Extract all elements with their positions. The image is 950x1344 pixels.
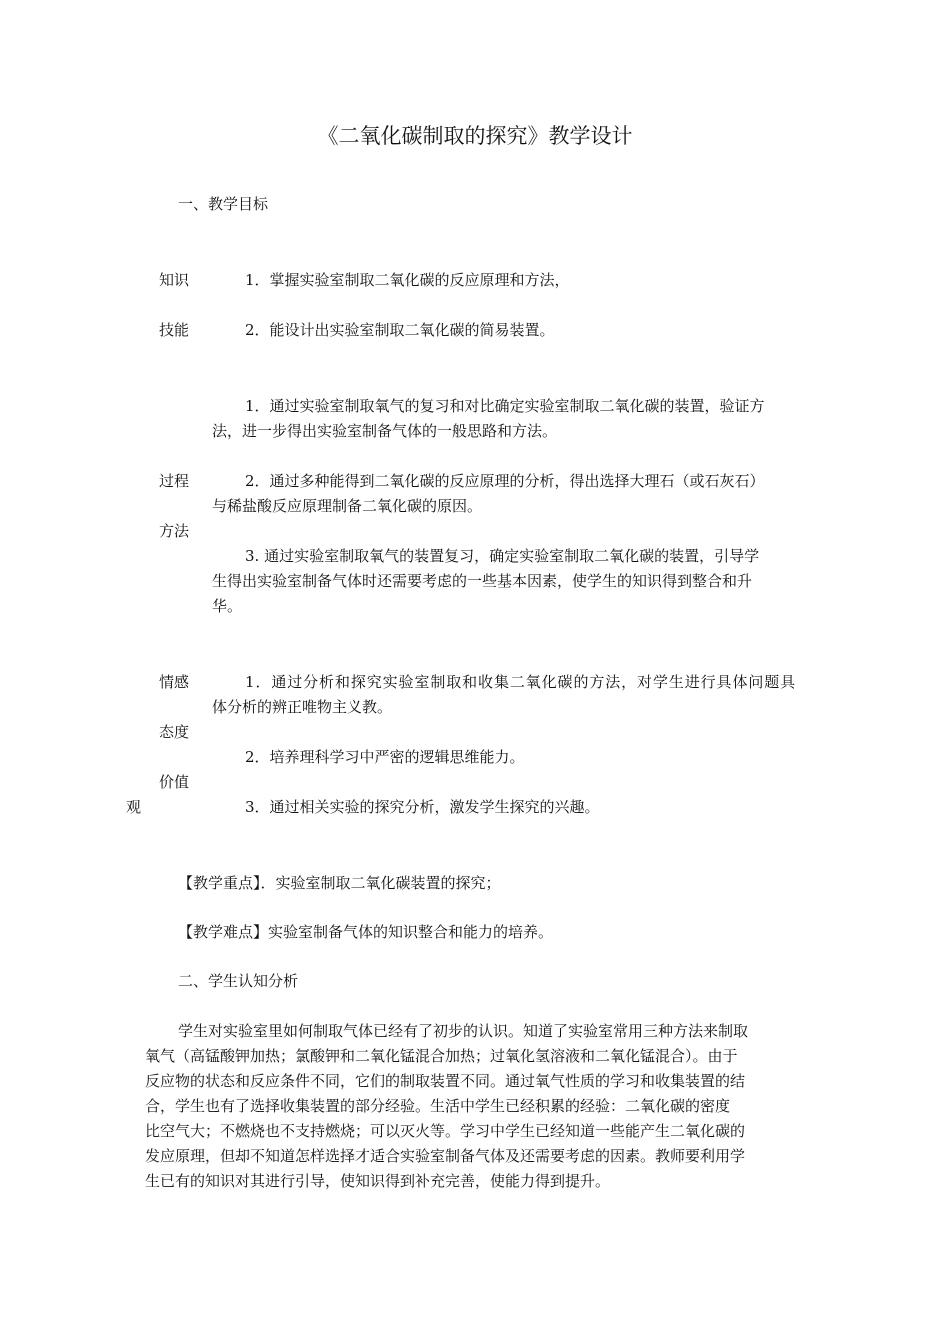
process-item-3-line-1: 3. 通过实验室制取氧气的装置复习，确定实验室制取二氧化碳的装置，引导学 xyxy=(245,547,760,565)
paragraph-line: 生已有的知识对其进行引导，使知识得到补充完善，使能力得到提升。 xyxy=(145,1172,611,1190)
emotion-item-1-line-2: 体分析的辨正唯物主义教。 xyxy=(212,698,393,716)
process-item-1-line-1: 1．通过实验室制取氧气的复习和对比确定实验室制取二氧化碳的装置，验证方 xyxy=(245,397,765,415)
process-item-1-line-2: 法，进一步得出实验室制备气体的一般思路和方法。 xyxy=(212,422,558,440)
category-label-knowledge: 知识 xyxy=(159,271,190,289)
paragraph-line: 反应物的状态和反应条件不同，它们的制取装置不同。通过氧气性质的学习和收集装置的结 xyxy=(145,1072,746,1090)
teaching-difficult-point: 【教学难点】实验室制备气体的知识整合和能力的培养。 xyxy=(178,923,554,941)
teaching-key-point: 【教学重点】．实验室制取二氧化碳装置的探究； xyxy=(178,874,501,892)
paragraph-line: 氧气（高锰酸钾加热；氯酸钾和二氧化锰混合加热；过氧化氢溶液和二氧化锰混合）。由于 xyxy=(145,1047,738,1065)
category-label-skills: 技能 xyxy=(159,321,190,339)
knowledge-item-1: 1．掌握实验室制取二氧化碳的反应原理和方法， xyxy=(245,271,570,289)
category-label-values: 价值 xyxy=(159,773,190,791)
document-title: 《二氧化碳制取的探究》教学设计 xyxy=(317,124,633,148)
emotion-item-3: 3．通过相关实验的探究分析，激发学生探究的兴趣。 xyxy=(245,798,600,816)
process-item-2-line-1: 2．通过多种能得到二氧化碳的反应原理的分析，得出选择大理石（或石灰石） xyxy=(245,472,765,490)
category-label-emotion: 情感 xyxy=(159,673,190,691)
emotion-item-2: 2．培养理科学习中严密的逻辑思维能力。 xyxy=(245,748,525,766)
paragraph-line: 比空气大；不燃烧也不支持燃烧；可以灭火等。学习中学生已经知道一些能产生二氧化碳的 xyxy=(145,1122,746,1140)
process-item-3-line-3: 华。 xyxy=(212,597,243,615)
category-label-process: 过程 xyxy=(159,472,190,490)
paragraph-line: 学生对实验室里如何制取气体已经有了初步的认识。知道了实验室常用三种方法来制取 xyxy=(178,1022,749,1040)
knowledge-item-2: 2．能设计出实验室制取二氧化碳的简易装置。 xyxy=(245,321,555,339)
category-label-method: 方法 xyxy=(159,522,190,540)
section-heading-cognitive-analysis: 二、学生认知分析 xyxy=(178,972,299,990)
category-label-view: 观 xyxy=(126,798,142,816)
process-item-3-line-2: 生得出实验室制备气体时还需要考虑的一些基本因素，使学生的知识得到整合和升 xyxy=(212,572,753,590)
paragraph-line: 发应原理，但却不知道怎样选择才适合实验室制备气体及还需要考虑的因素。教师要利用学 xyxy=(145,1147,746,1165)
category-label-attitude: 态度 xyxy=(159,723,190,741)
section-heading-objectives: 一、教学目标 xyxy=(178,195,269,213)
paragraph-line: 合，学生也有了选择收集装置的部分经验。生活中学生已经积累的经验：二氧化碳的密度 xyxy=(145,1097,731,1115)
emotion-item-1-line-1: 1．通过分析和探究实验室制取和收集二氧化碳的方法，对学生进行具体问题具 xyxy=(245,673,797,691)
process-item-2-line-2: 与稀盐酸反应原理制备二氧化碳的原因。 xyxy=(212,497,483,515)
